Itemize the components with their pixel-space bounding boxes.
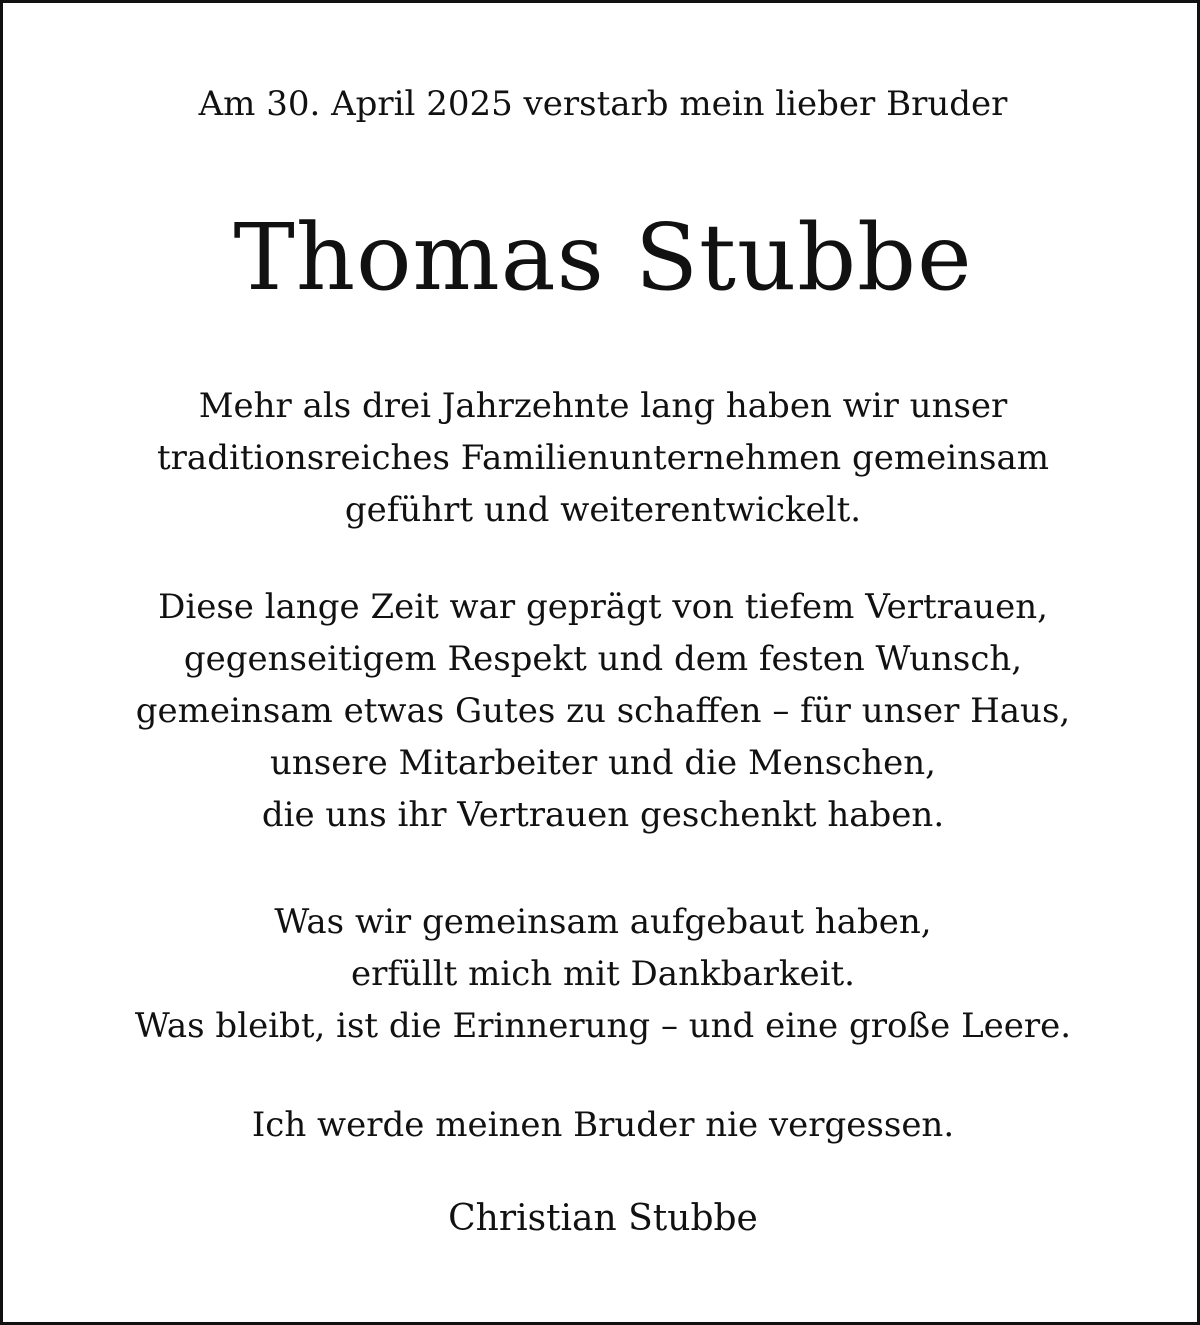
paragraph-line: geführt und weiterentwickelt. <box>344 490 862 530</box>
paragraph-line: gemeinsam etwas Gutes zu schaffen – für unser Haus, <box>135 691 1071 731</box>
paragraph-line: Ich werde meinen Bruder nie vergessen. <box>251 1105 955 1145</box>
intro-line: Am 30. April 2025 verstarb mein lieber Bruder <box>198 84 1008 124</box>
paragraph-2 <box>6 581 1200 841</box>
paragraph-line: unsere Mitarbeiter und die Menschen, <box>269 743 936 783</box>
deceased-name: Thomas Stubbe <box>233 204 973 311</box>
paragraph-line: Was wir gemeinsam aufgebaut haben, <box>274 902 932 942</box>
paragraph-line: die uns ihr Vertrauen geschenkt haben. <box>261 795 945 835</box>
signature: Christian Stubbe <box>448 1198 758 1239</box>
paragraph-line: Was bleibt, ist die Erinnerung – und eine große Leere. <box>134 1006 1072 1046</box>
paragraph-1 <box>6 380 1200 536</box>
paragraph-3 <box>6 896 1200 1052</box>
paragraph-line: gegenseitigem Respekt und dem festen Wunsch, <box>183 639 1023 679</box>
paragraph-line: Mehr als drei Jahrzehnte lang haben wir unser <box>198 386 1008 426</box>
paragraph-line: traditionsreiches Familienunternehmen gemeinsam <box>157 438 1049 478</box>
paragraph-line: Diese lange Zeit war geprägt von tiefem Vertrauen, <box>158 587 1048 627</box>
paragraph-line: erfüllt mich mit Dankbarkeit. <box>351 954 855 994</box>
paragraph-4 <box>6 1099 1200 1151</box>
